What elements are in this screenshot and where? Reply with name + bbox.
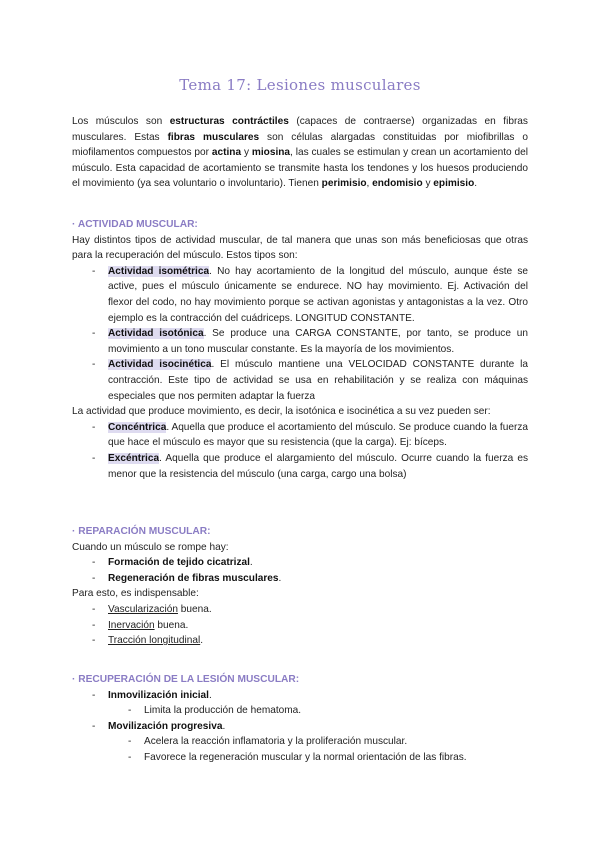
bold-term: Formación de tejido cicatrizal bbox=[108, 557, 250, 569]
list-item bbox=[72, 602, 528, 618]
movement-type-list bbox=[72, 420, 528, 482]
list-item: - Inmovilización inicial. bbox=[72, 688, 528, 704]
sub-list bbox=[72, 703, 528, 719]
intro-bold-term: miosina bbox=[251, 147, 291, 159]
sub-list-item: - Favorece la regeneración muscular y la normal orientación de las fibras. bbox=[72, 750, 528, 766]
highlighted-term: Actividad isotónica bbox=[108, 328, 204, 340]
sub-list-item: - Limita la producción de hematoma. bbox=[72, 703, 528, 719]
intro-text: y bbox=[422, 178, 434, 190]
recovery-list bbox=[72, 688, 528, 704]
intro-bold-term: fibras musculares bbox=[167, 131, 260, 143]
intro-bold-term: actina bbox=[211, 147, 242, 159]
intro-text: (capaces de contraerse) organizadas en fibras musculares. Estas bbox=[72, 116, 528, 143]
section-heading: · RECUPERACIÓN DE LA LESIÓN MUSCULAR: bbox=[72, 674, 300, 685]
list-item: - Regeneración de fibras musculares. bbox=[72, 571, 528, 587]
item-text: . Aquella que produce el acortamiento del músculo. Se produce cuando la fuerza que hace el músculo es mayor que su resistencia (que la carga). Ej: bíceps. bbox=[108, 421, 528, 449]
bold-term: Movilización progresiva bbox=[108, 720, 223, 732]
intro-text: , las cuales se estimulan y crean un acortamiento del músculo. Esta capacidad de acortamiento se transmite hasta los tendones y los huesos produciendo el movimiento (ya sea voluntario o involuntario). Tienen bbox=[72, 147, 528, 190]
sub-list bbox=[72, 734, 528, 765]
intro-bold-term: endomisio bbox=[372, 178, 423, 190]
highlighted-term: Actividad isométrica bbox=[108, 265, 210, 277]
list-item bbox=[72, 618, 528, 634]
bold-term: Inmovilización inicial bbox=[108, 689, 209, 701]
intro-text: son células alargadas constituidas por miofibrillas o miofilamentos compuestos por bbox=[72, 131, 528, 159]
intro-bold-term: epimisio bbox=[433, 178, 475, 190]
highlighted-term: Excéntrica bbox=[108, 452, 160, 464]
list-item bbox=[72, 420, 528, 451]
repair-list bbox=[72, 555, 528, 586]
bold-term: Regeneración de fibras musculares bbox=[108, 572, 279, 584]
intro-text: . bbox=[474, 178, 478, 190]
activity-list bbox=[72, 264, 528, 404]
item-text: . El músculo mantiene una VELOCIDAD CONSTANTE durante la contracción. Este tipo de actividad se usa en rehabilitación y se realiza con máquinas especiales que nos permiten adaptar la fuerza bbox=[108, 359, 528, 402]
list-item bbox=[72, 633, 528, 649]
item-text: . Se produce una CARGA CONSTANTE, por tanto, se produce un movimiento a un tono muscular constante. Es la mayoría de los movimientos. bbox=[108, 328, 529, 355]
highlighted-term: Concéntrica bbox=[108, 421, 167, 433]
section-heading: · REPARACIÓN MUSCULAR: bbox=[72, 526, 211, 537]
page-title: Tema 17: Lesiones musculares bbox=[179, 76, 421, 94]
intro-bold-term: estructuras contráctiles bbox=[169, 116, 289, 127]
item-text: buena. bbox=[154, 619, 189, 631]
underlined-term: Tracción longitudinal bbox=[108, 635, 201, 647]
requirements-intro: Para esto, es indispensable: bbox=[72, 588, 199, 600]
section-intro: Hay distintos tipos de actividad muscular, de tal manera que unas son más beneficiosas que otras para la recuperación del músculo. Estos tipos son: bbox=[72, 234, 528, 262]
list-item bbox=[72, 264, 528, 326]
highlighted-term: Actividad isocinética bbox=[108, 359, 212, 371]
list-item bbox=[72, 326, 528, 357]
section-reparacion-muscular bbox=[72, 524, 528, 649]
intro-paragraph bbox=[72, 114, 528, 192]
item-text: . bbox=[200, 635, 204, 647]
intro-bold-term: perimisio bbox=[321, 178, 367, 190]
requirements-list bbox=[72, 602, 528, 649]
list-item bbox=[72, 451, 528, 482]
intro-text: , bbox=[366, 178, 373, 190]
list-item: - Movilización progresiva. bbox=[72, 719, 528, 735]
list-item: - Formación de tejido cicatrizal. bbox=[72, 555, 528, 571]
section-actividad-muscular bbox=[72, 217, 528, 482]
intro-text: Los músculos son bbox=[72, 116, 170, 127]
underlined-term: Inervación bbox=[108, 619, 155, 631]
section-intro: Cuando un músculo se rompe hay: bbox=[72, 541, 229, 553]
section-heading: · ACTIVIDAD MUSCULAR: bbox=[72, 219, 198, 230]
list-item bbox=[72, 357, 528, 404]
transition-paragraph: La actividad que produce movimiento, es decir, la isotónica e isocinética a su vez pueden ser: bbox=[72, 406, 491, 418]
item-text: buena. bbox=[177, 603, 212, 615]
intro-text: y bbox=[241, 147, 252, 159]
underlined-term: Vascularización bbox=[108, 603, 178, 615]
item-text: . No hay acortamiento de la longitud del músculo, aunque éste se active, pues el músculo únicamente se endurece. NO hay movimiento. Ej. Activación del flexor del codo, no hay movimiento porque se activan agonistas y antagonistas a la vez. Otro ejemplo es la contracción del cuádriceps. LONGITUD CONSTANTE. bbox=[108, 265, 528, 324]
section-recuperacion bbox=[72, 672, 528, 766]
recovery-list bbox=[72, 719, 528, 735]
sub-list-item: - Acelera la reacción inflamatoria y la proliferación muscular. bbox=[72, 734, 528, 750]
item-text: . Aquella que produce el alargamiento del músculo. Ocurre cuando la fuerza es menor que la resistencia del músculo (una carga, cargo una bolsa) bbox=[108, 452, 528, 480]
